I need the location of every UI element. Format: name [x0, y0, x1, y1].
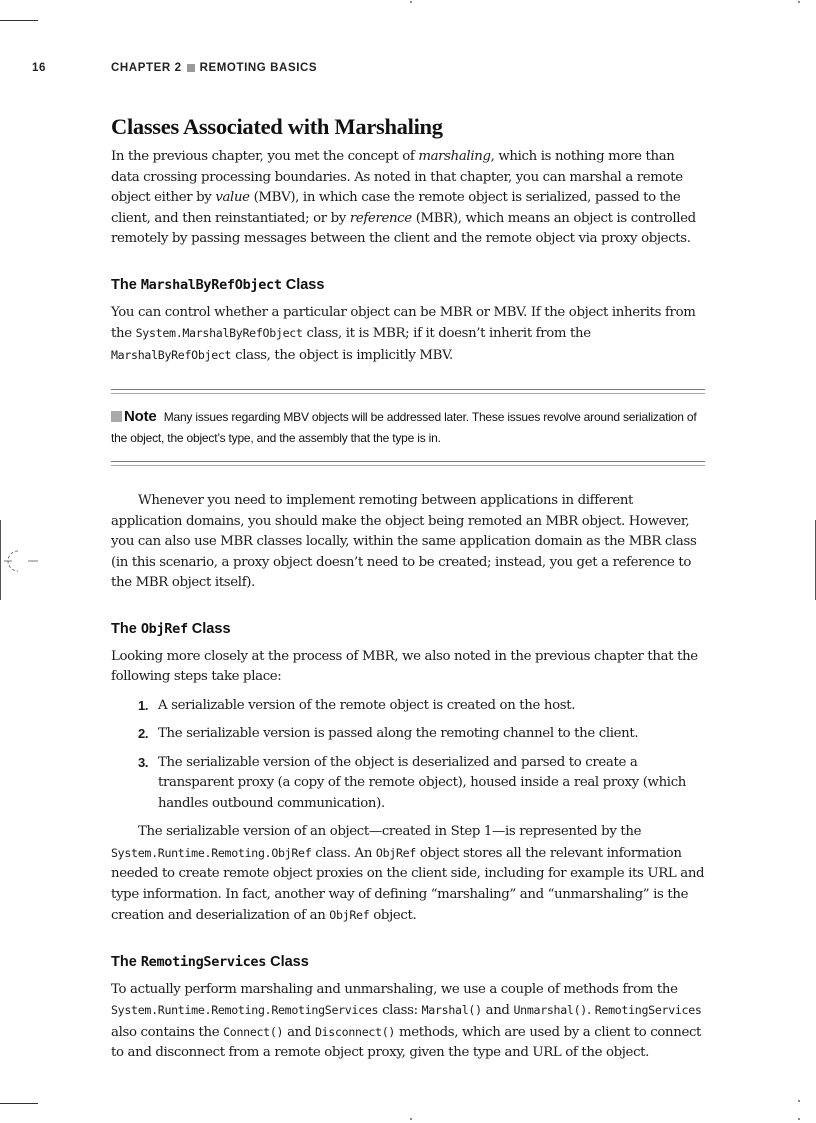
crop-mark-top-left [0, 20, 38, 21]
crop-mark-bottom-left [0, 1103, 38, 1104]
subsection-title-objref: The ObjRef Class [111, 620, 231, 637]
steps-list [111, 696, 705, 815]
marshalbyrefobject-paragraph: You can control whether a particular object can be MBR or MBV. If the object inherits from the System.MarshalByRefObject class, it is MBR; if it doesn’t inherit from the MarshalByRefObject class, the object is implicitly MBV. [111, 304, 696, 363]
page-body [111, 113, 705, 1064]
crop-tick [798, 1100, 800, 1102]
running-title [111, 62, 317, 74]
crop-tick [410, 1, 412, 3]
objref-paragraph: The serializable version of an object—created in Step 1—is represented by the System.Runtime.Remoting.ObjRef class. An ObjRef object stores all the relevant information needed to create remote object proxies on the client side, including for example its URL and type information. In fact, another way of defining “marshaling” and “unmarshaling” is the creation and deserialization of an ObjRef object. [111, 824, 705, 923]
page-number: 16 [32, 62, 46, 74]
crop-tick [410, 1118, 412, 1120]
note-text [111, 394, 705, 461]
square-bullet-icon [187, 64, 195, 72]
subsection-title-remotingservices: The RemotingServices Class [111, 953, 309, 970]
note-bottom-rule [111, 461, 705, 466]
subsection-title-marshalbyrefobject: The MarshalByRefObject Class [111, 276, 325, 293]
crop-tick [798, 1, 800, 3]
list-item: 3. The serializable version of the object is deserialized and parsed to create a transparent proxy (a copy of the remote object), housed inside a real proxy (which handles outbound communication). [138, 754, 687, 811]
list-item: 2. The serializable version is passed along the remoting channel to the client. [138, 726, 639, 741]
registration-bar-left [0, 520, 1, 600]
objref-intro-paragraph: Looking more closely at the process of MBR, we also noted in the previous chapter that the following steps take place: [111, 648, 698, 684]
remotingservices-paragraph: To actually perform marshaling and unmarshaling, we use a couple of methods from the System.Runtime.Remoting.RemotingServices class: Marshal() and Unmarshal(). RemotingServices also contains the Connect() and Disconnect() methods, which are used by a client to connect to and disconnect from a remote object proxy, given the type and URL of the object. [111, 981, 702, 1060]
section-label: REMOTING BASICS [199, 62, 318, 74]
list-item: 1. A serializable version of the remote object is created on the host. [138, 697, 576, 713]
crop-tick [798, 1118, 800, 1120]
mbr-usage-paragraph: Whenever you need to implement remoting between applications in different application domains, you should make the object being remoted an MBR object. However, you can also use MBR classes locally, within the same application domain as the MBR class (in this scenario, a proxy object doesn’t need to be created; instead, you get a reference to the MBR object itself). [111, 493, 697, 590]
note-box [111, 389, 705, 466]
note-body: Many issues regarding MBV objects will be addressed later. These issues revolve around serialization of the object, the object’s type, and the assembly that the type is in. [111, 410, 697, 445]
note-label: Note [124, 408, 157, 425]
intro-paragraph: In the previous chapter, you met the concept of marshaling, which is nothing more than data crossing processing boundaries. As noted in that chapter, you can marshal a remote object either by value (MBV), in which case the remote object is serialized, passed to the client, and then reinstantiated; or by reference (MBR), which means an object is controlled remotely by passing messages between the client and the remote object via proxy objects. [111, 149, 696, 246]
note-square-icon [111, 411, 122, 422]
registration-mark-icon [4, 548, 38, 574]
section-title: Classes Associated with Marshaling [111, 114, 443, 139]
chapter-label: CHAPTER 2 [111, 62, 182, 74]
